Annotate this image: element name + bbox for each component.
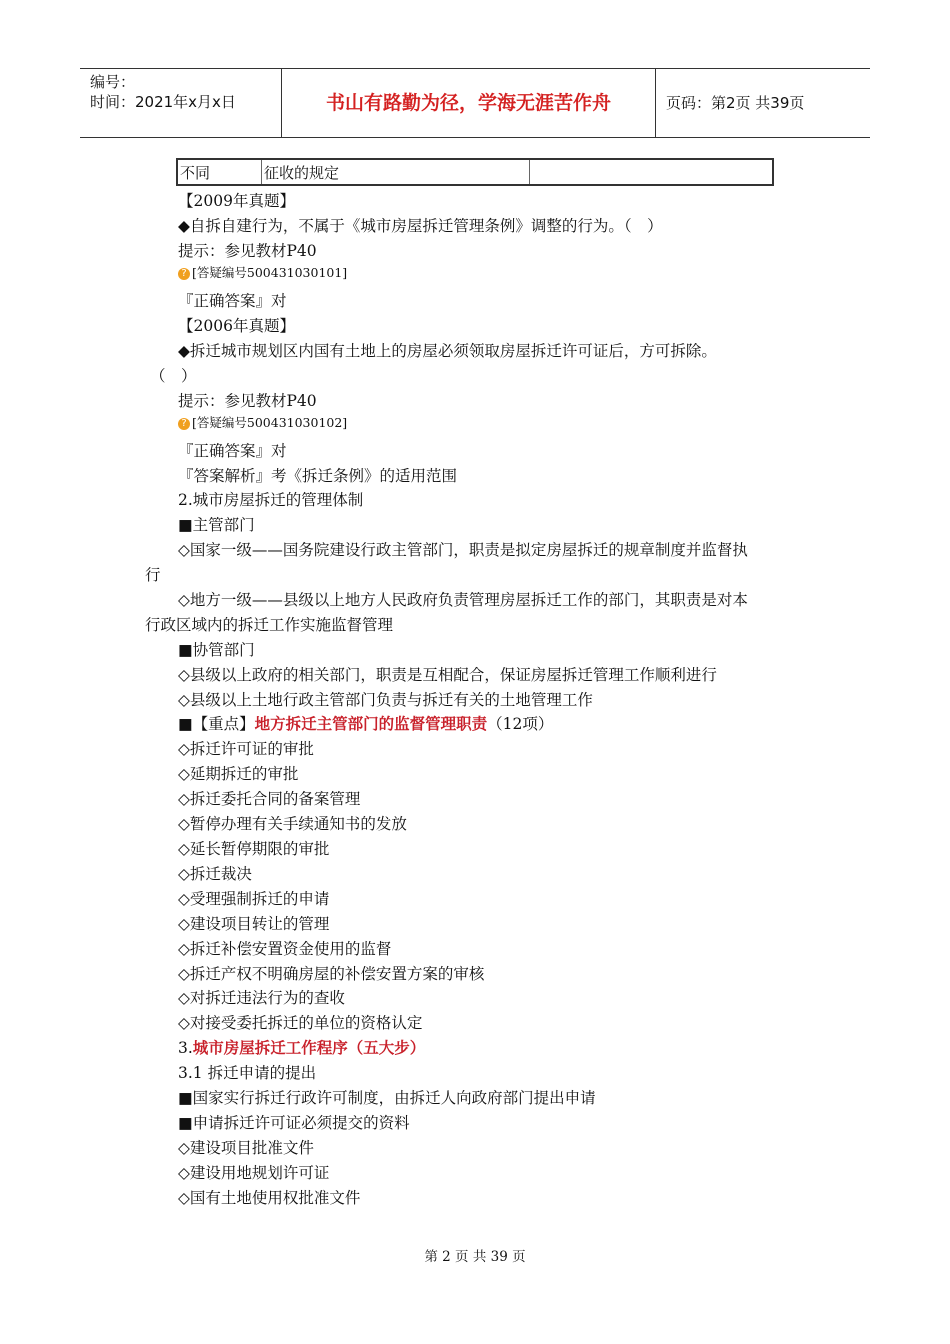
- focus-prefix: ■【重点】: [178, 715, 255, 733]
- list-item: ◇拆迁产权不明确房屋的补偿安置方案的审核: [178, 965, 485, 983]
- qa-reference[interactable]: [178, 413, 347, 433]
- paragraph-line: ◇县级以上政府的相关部门，职责是互相配合，保证房屋拆迁管理工作顺利进行: [178, 666, 717, 684]
- list-item: ◇建设用地规划许可证: [178, 1164, 330, 1182]
- list-item: ◇延长暂停期限的审批: [178, 840, 330, 858]
- hint-text: 提示：参见教材P40: [178, 242, 317, 260]
- hint-text: 提示：参见教材P40: [178, 392, 317, 410]
- bullet-heading: ■申请拆迁许可证必须提交的资料: [178, 1114, 410, 1132]
- question-icon: ?: [178, 268, 190, 280]
- exam-year-heading: 【2009年真题】: [178, 192, 295, 210]
- section-heading: 2.城市房屋拆迁的管理体制: [178, 491, 364, 509]
- page-footer: 第 2 页 共 39 页: [424, 1249, 526, 1265]
- subsection-heading: 3.1 拆迁申请的提出: [178, 1064, 317, 1082]
- bullet-heading: ■国家实行拆迁行政许可制度，由拆迁人向政府部门提出申请: [178, 1089, 596, 1107]
- bullet-heading: ■主管部门: [178, 516, 255, 534]
- content-table: [176, 158, 774, 186]
- section-heading: [178, 1038, 425, 1058]
- focus-count: （12项）: [487, 715, 554, 733]
- list-item: ◇拆迁补偿安置资金使用的监督: [178, 940, 392, 958]
- list-item: ◇国有土地使用权批准文件: [178, 1189, 361, 1207]
- question-text: ◆自拆自建行为，不属于《城市房屋拆迁管理条例》调整的行为。（ ）: [178, 217, 663, 235]
- header-page-number: 页码：第2页 共39页: [666, 94, 805, 112]
- paragraph-line: ◇地方一级——县级以上地方人民政府负责管理房屋拆迁工作的部门，其职责是对本: [178, 591, 748, 609]
- list-item: ◇对接受委托拆迁的单位的资格认定: [178, 1014, 423, 1032]
- list-item: ◇受理强制拆迁的申请: [178, 890, 330, 908]
- answer-analysis: 『答案解析』考《拆迁条例》的适用范围: [178, 467, 458, 485]
- list-item: ◇拆迁委托合同的备案管理: [178, 790, 361, 808]
- list-item: ◇延期拆迁的审批: [178, 765, 299, 783]
- qa-reference-label: [答疑编号500431030101]: [192, 265, 348, 280]
- list-item: ◇拆迁裁决: [178, 865, 252, 883]
- table-cell: 征收的规定: [264, 160, 530, 184]
- section-title: 城市房屋拆迁工作程序（五大步）: [192, 1038, 426, 1057]
- focus-title: 地方拆迁主管部门的监督管理职责: [254, 714, 488, 733]
- table-cell: 不同: [180, 160, 262, 184]
- page-header: [80, 68, 870, 138]
- question-text: ◆拆迁城市规划区内国有土地上的房屋必须领取房屋拆迁许可证后，方可拆除。: [178, 342, 717, 360]
- table-cell: [532, 160, 772, 184]
- list-item: ◇拆迁许可证的审批: [178, 740, 314, 758]
- document-number-label: 编号：: [90, 73, 136, 91]
- paragraph-line: 行: [145, 566, 161, 584]
- paragraph-line: 行政区域内的拆迁工作实施监督管理: [145, 616, 394, 634]
- focus-heading: [178, 714, 553, 734]
- question-icon: ?: [178, 418, 190, 430]
- list-item: ◇建设项目批准文件: [178, 1139, 314, 1157]
- question-blank: （ ）: [150, 367, 197, 385]
- header-motto: 书山有路勤为径，学海无涯苦作舟: [282, 69, 656, 137]
- correct-answer: 『正确答案』对: [178, 292, 287, 310]
- document-date-label: 时间：2021年x月x日: [90, 93, 236, 111]
- paragraph-line: ◇县级以上土地行政主管部门负责与拆迁有关的土地管理工作: [178, 691, 593, 709]
- section-number: 3.: [178, 1039, 193, 1057]
- correct-answer: 『正确答案』对: [178, 442, 287, 460]
- qa-reference-label: [答疑编号500431030102]: [192, 415, 348, 430]
- exam-year-heading: 【2006年真题】: [178, 317, 295, 335]
- list-item: ◇建设项目转让的管理: [178, 915, 330, 933]
- header-meta: [80, 69, 282, 137]
- paragraph-line: ◇国家一级——国务院建设行政主管部门，职责是拟定房屋拆迁的规章制度并监督执: [178, 541, 748, 559]
- bullet-heading: ■协管部门: [178, 641, 255, 659]
- qa-reference[interactable]: [178, 263, 347, 283]
- list-item: ◇对拆迁违法行为的查收: [178, 989, 345, 1007]
- list-item: ◇暂停办理有关手续通知书的发放: [178, 815, 407, 833]
